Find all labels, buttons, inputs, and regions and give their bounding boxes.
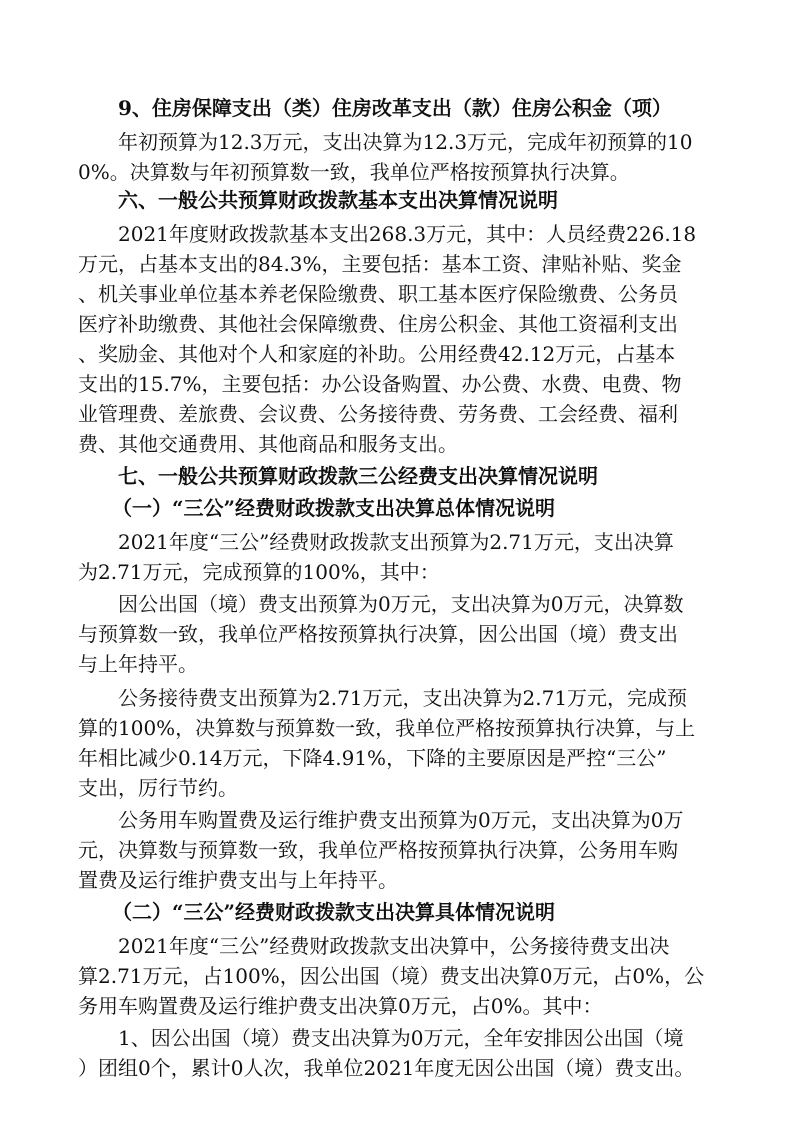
paragraph-line: 元，决算数与预算数一致，我单位严格按预算执行决算，公务用车购 bbox=[78, 838, 678, 862]
paragraph-line: 因公出国（境）费支出预算为0万元，支出决算为0万元，决算数 bbox=[118, 592, 684, 616]
section-heading-basic-expenditure: 六、一般公共预算财政拨款基本支出决算情况说明 bbox=[118, 188, 558, 212]
paragraph-line: 与上年持平。 bbox=[78, 652, 198, 676]
paragraph-line: 公务用车购置费及运行维护费支出预算为0万元，支出决算为0万 bbox=[118, 808, 684, 832]
subheading-overall-situation: （一）“三公”经费财政拨款支出决算总体情况说明 bbox=[112, 496, 556, 520]
paragraph-line: 公务接待费支出预算为2.71万元，支出决算为2.71万元，完成预 bbox=[118, 686, 688, 710]
paragraph-line: 务用车购置费及运行维护费支出决算0万元，占0%。其中： bbox=[78, 994, 603, 1018]
paragraph-line: 0%。决算数与年初预算数一致，我单位严格按预算执行决算。 bbox=[78, 160, 630, 184]
heading-housing-provident-fund: 9、住房保障支出（类）住房改革支出（款）住房公积金（项） bbox=[118, 96, 672, 120]
paragraph-line: 支出，厉行节约。 bbox=[78, 776, 238, 800]
paragraph-line: 2021年度“三公”经费财政拨款支出决算中，公务接待费支出决 bbox=[118, 934, 670, 958]
paragraph-line: 年初预算为12.3万元，支出决算为12.3万元，完成年初预算的10 bbox=[118, 130, 693, 154]
paragraph-line: 业管理费、差旅费、会议费、公务接待费、劳务费、工会经费、福利 bbox=[78, 402, 678, 426]
paragraph-line: 2021年度“三公”经费财政拨款支出预算为2.71万元，支出决算 bbox=[118, 530, 674, 554]
paragraph-line: 、奖励金、其他对个人和家庭的补助。公用经费42.12万元，占基本 bbox=[78, 342, 676, 366]
paragraph-line: 医疗补助缴费、其他社会保障缴费、住房公积金、其他工资福利支出 bbox=[78, 312, 678, 336]
section-heading-three-public-expenditure: 七、一般公共预算财政拨款三公经费支出决算情况说明 bbox=[118, 464, 598, 488]
paragraph-line: 万元，占基本支出的84.3%，主要包括：基本工资、津贴补贴、奖金 bbox=[78, 252, 682, 276]
subheading-specific-situation: （二）“三公”经费财政拨款支出决算具体情况说明 bbox=[112, 900, 556, 924]
paragraph-line: 支出的15.7%，主要包括：办公设备购置、办公费、水费、电费、物 bbox=[78, 372, 682, 396]
paragraph-line: 置费及运行维护费支出与上年持平。 bbox=[78, 868, 398, 892]
paragraph-line: ）团组0个，累计0人次，我单位2021年度无因公出国（境）费支出。 bbox=[78, 1056, 695, 1080]
paragraph-line: 年相比减少0.14万元，下降4.91%，下降的主要原因是严控“三公” bbox=[78, 746, 667, 770]
paragraph-line: 2021年度财政拨款基本支出268.3万元，其中：人员经费226.18 bbox=[118, 222, 697, 246]
paragraph-line: 费、其他交通费用、其他商品和服务支出。 bbox=[78, 432, 458, 456]
paragraph-line: 为2.71万元，完成预算的100%，其中： bbox=[78, 560, 440, 584]
paragraph-line: 与预算数一致，我单位严格按预算执行决算，因公出国（境）费支出 bbox=[78, 622, 678, 646]
paragraph-line: 、机关事业单位基本养老保险缴费、职工基本医疗保险缴费、公务员 bbox=[78, 282, 678, 306]
paragraph-line: 1、因公出国（境）费支出决算为0万元，全年安排因公出国（境 bbox=[118, 1026, 684, 1050]
paragraph-line: 算2.71万元，占100%，因公出国（境）费支出决算0万元，占0%，公 bbox=[78, 964, 705, 988]
paragraph-line: 算的100%，决算数与预算数一致，我单位严格按预算执行决算，与上 bbox=[78, 716, 696, 740]
